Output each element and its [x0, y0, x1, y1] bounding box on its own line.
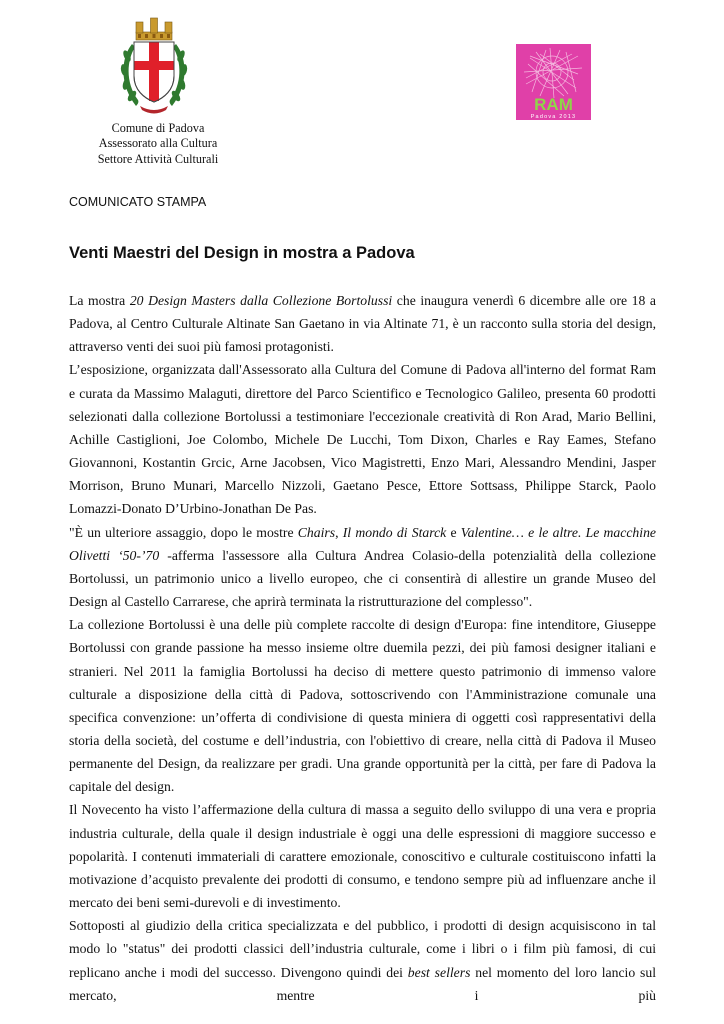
- svg-text:RAM: RAM: [534, 95, 573, 114]
- body-paragraph: [69, 798, 656, 914]
- body-paragraph: [69, 358, 656, 520]
- paragraph-text: -afferma l'assessore alla Cultura Andrea Colasio-della potenzialità della collezione Bortolussi, un patrimonio unico a livello europeo, che ci consentirà di allestire un grande Museo del Design al Castello Carrarese, che aprirà terminata la ristrutturazione del complesso".: [69, 547, 656, 610]
- office-line-municipality: Comune di Padova: [111, 121, 205, 135]
- italic-title-text: 20 Design Masters dalla Collezione Bortolussi: [129, 293, 393, 308]
- paragraph-text: La collezione Bortolussi è una delle più complete raccolte di design d'Europa: fine intenditore, Giuseppe Bortolussi con grande passione ha messo insieme oltre duemila pezzi, dei più famosi designer italiani e stranieri. Nel 2011 la famiglia Bortolussi ha deciso di mettere questo patrimonio di immenso valore culturale a disposizione della città di Padova, sottoscrivendo con l'Amministrazione comunale una specifica convenzione: un’offerta di condivisione di questa miniera di oggetti così rappresentativi della storia della società, del costume e dell’industria, con l'obiettivo di creare, nella città di Padova il Museo permanente del Design, da realizzare per gradi. Una grande opportunità per la città, per fare di Padova la capitale del design.: [69, 617, 656, 795]
- svg-text:Padova 2013: Padova 2013: [530, 114, 577, 120]
- italic-title-text: Chairs: [297, 524, 336, 540]
- body-paragraph: [69, 289, 656, 358]
- paragraph-text: Sottoposti al giudizio della critica specializzata e del pubblico, i prodotti di design acquisiscono in tal modo lo "status" dei prodotti classici dell’industria culturale, come i libri o i film più famosi, di cui replicano anche i modi del successo. Divengono quindi dei: [69, 918, 656, 980]
- italic-title-text: Il mondo di Starck: [342, 524, 447, 540]
- paragraph-text: che inaugura venerdì 6 dicembre alle ore 18 a Padova, al Centro Culturale Altinate San Gaetano in via Altinate 71, è un racconto sulla storia del design, attraverso venti dei suoi più famosi protagonisti.: [69, 293, 656, 355]
- body-paragraph: [69, 521, 656, 614]
- paragraph-text: L’esposizione, organizzata dall'Assessorato alla Cultura del Comune di Padova all'interno del format Ram e curata da Massimo Malaguti, direttore del Parco Scientifico e Tecnologico Galileo, presenta 60 prodotti selezionati dalla collezione Bortolussi a testimoniare l'eccezionale creatività di Ron Arad, Mario Bellini, Achille Castiglioni, Joe Colombo, Michele De Lucchi, Tom Dixon, Charles e Ray Eames, Stefano Giovannoni, Kostantin Grcic, Arne Jacobsen, Vico Magistretti, Enzo Mari, Alessandro Mendini, Jasper Morrison, Bruno Munari, Marcello Nizzoli, Gaetano Pesce, Ettore Sottsass, Philippe Starck, Paolo Lomazzi-Donato D’Urbino-Jonathan De Pas.: [69, 362, 656, 517]
- paragraph-text: "È un ulteriore assaggio, dopo le mostre: [69, 524, 298, 540]
- body-paragraph: [69, 914, 656, 1007]
- padova-crest-logo: [118, 14, 190, 120]
- issuing-office: [60, 121, 256, 167]
- italic-title-text: Valentine… e le altre. Le macchine Olivetti ‘50-’70: [69, 524, 656, 563]
- paragraph-text: La mostra: [69, 293, 130, 308]
- ram-padova-2013-logo: [516, 44, 591, 120]
- office-line-department: Assessorato alla Cultura: [98, 136, 218, 151]
- italic-title-text: best sellers: [407, 964, 471, 980]
- body-paragraph: [69, 613, 656, 798]
- press-release-headline: Venti Maestri del Design in mostra a Padova: [69, 244, 415, 262]
- office-line-sector: Settore Attività Culturali: [97, 151, 219, 166]
- press-release-label: COMUNICATO STAMPA: [69, 195, 207, 209]
- paragraph-text: nel momento del loro lancio sul mercato, mentre i più: [69, 964, 656, 1003]
- press-release-body: [69, 289, 656, 1007]
- paragraph-text: e: [446, 524, 461, 540]
- paragraph-text: Il Novecento ha visto l’affermazione della cultura di massa a seguito dello sviluppo di una vera e propria industria culturale, della quale il design industriale è oggi una delle espressioni di maggiore successo e popolarità. I contenuti immateriali di carattere emozionale, conoscitivo e culturale costituiscono infatti la motivazione d’acquisto prevalente dei prodotti di consumo, e tendono sempre più ad influenzare anche il mercato dei beni semi-durevoli e di investimento.: [69, 802, 656, 911]
- paragraph-text: ,: [335, 524, 343, 540]
